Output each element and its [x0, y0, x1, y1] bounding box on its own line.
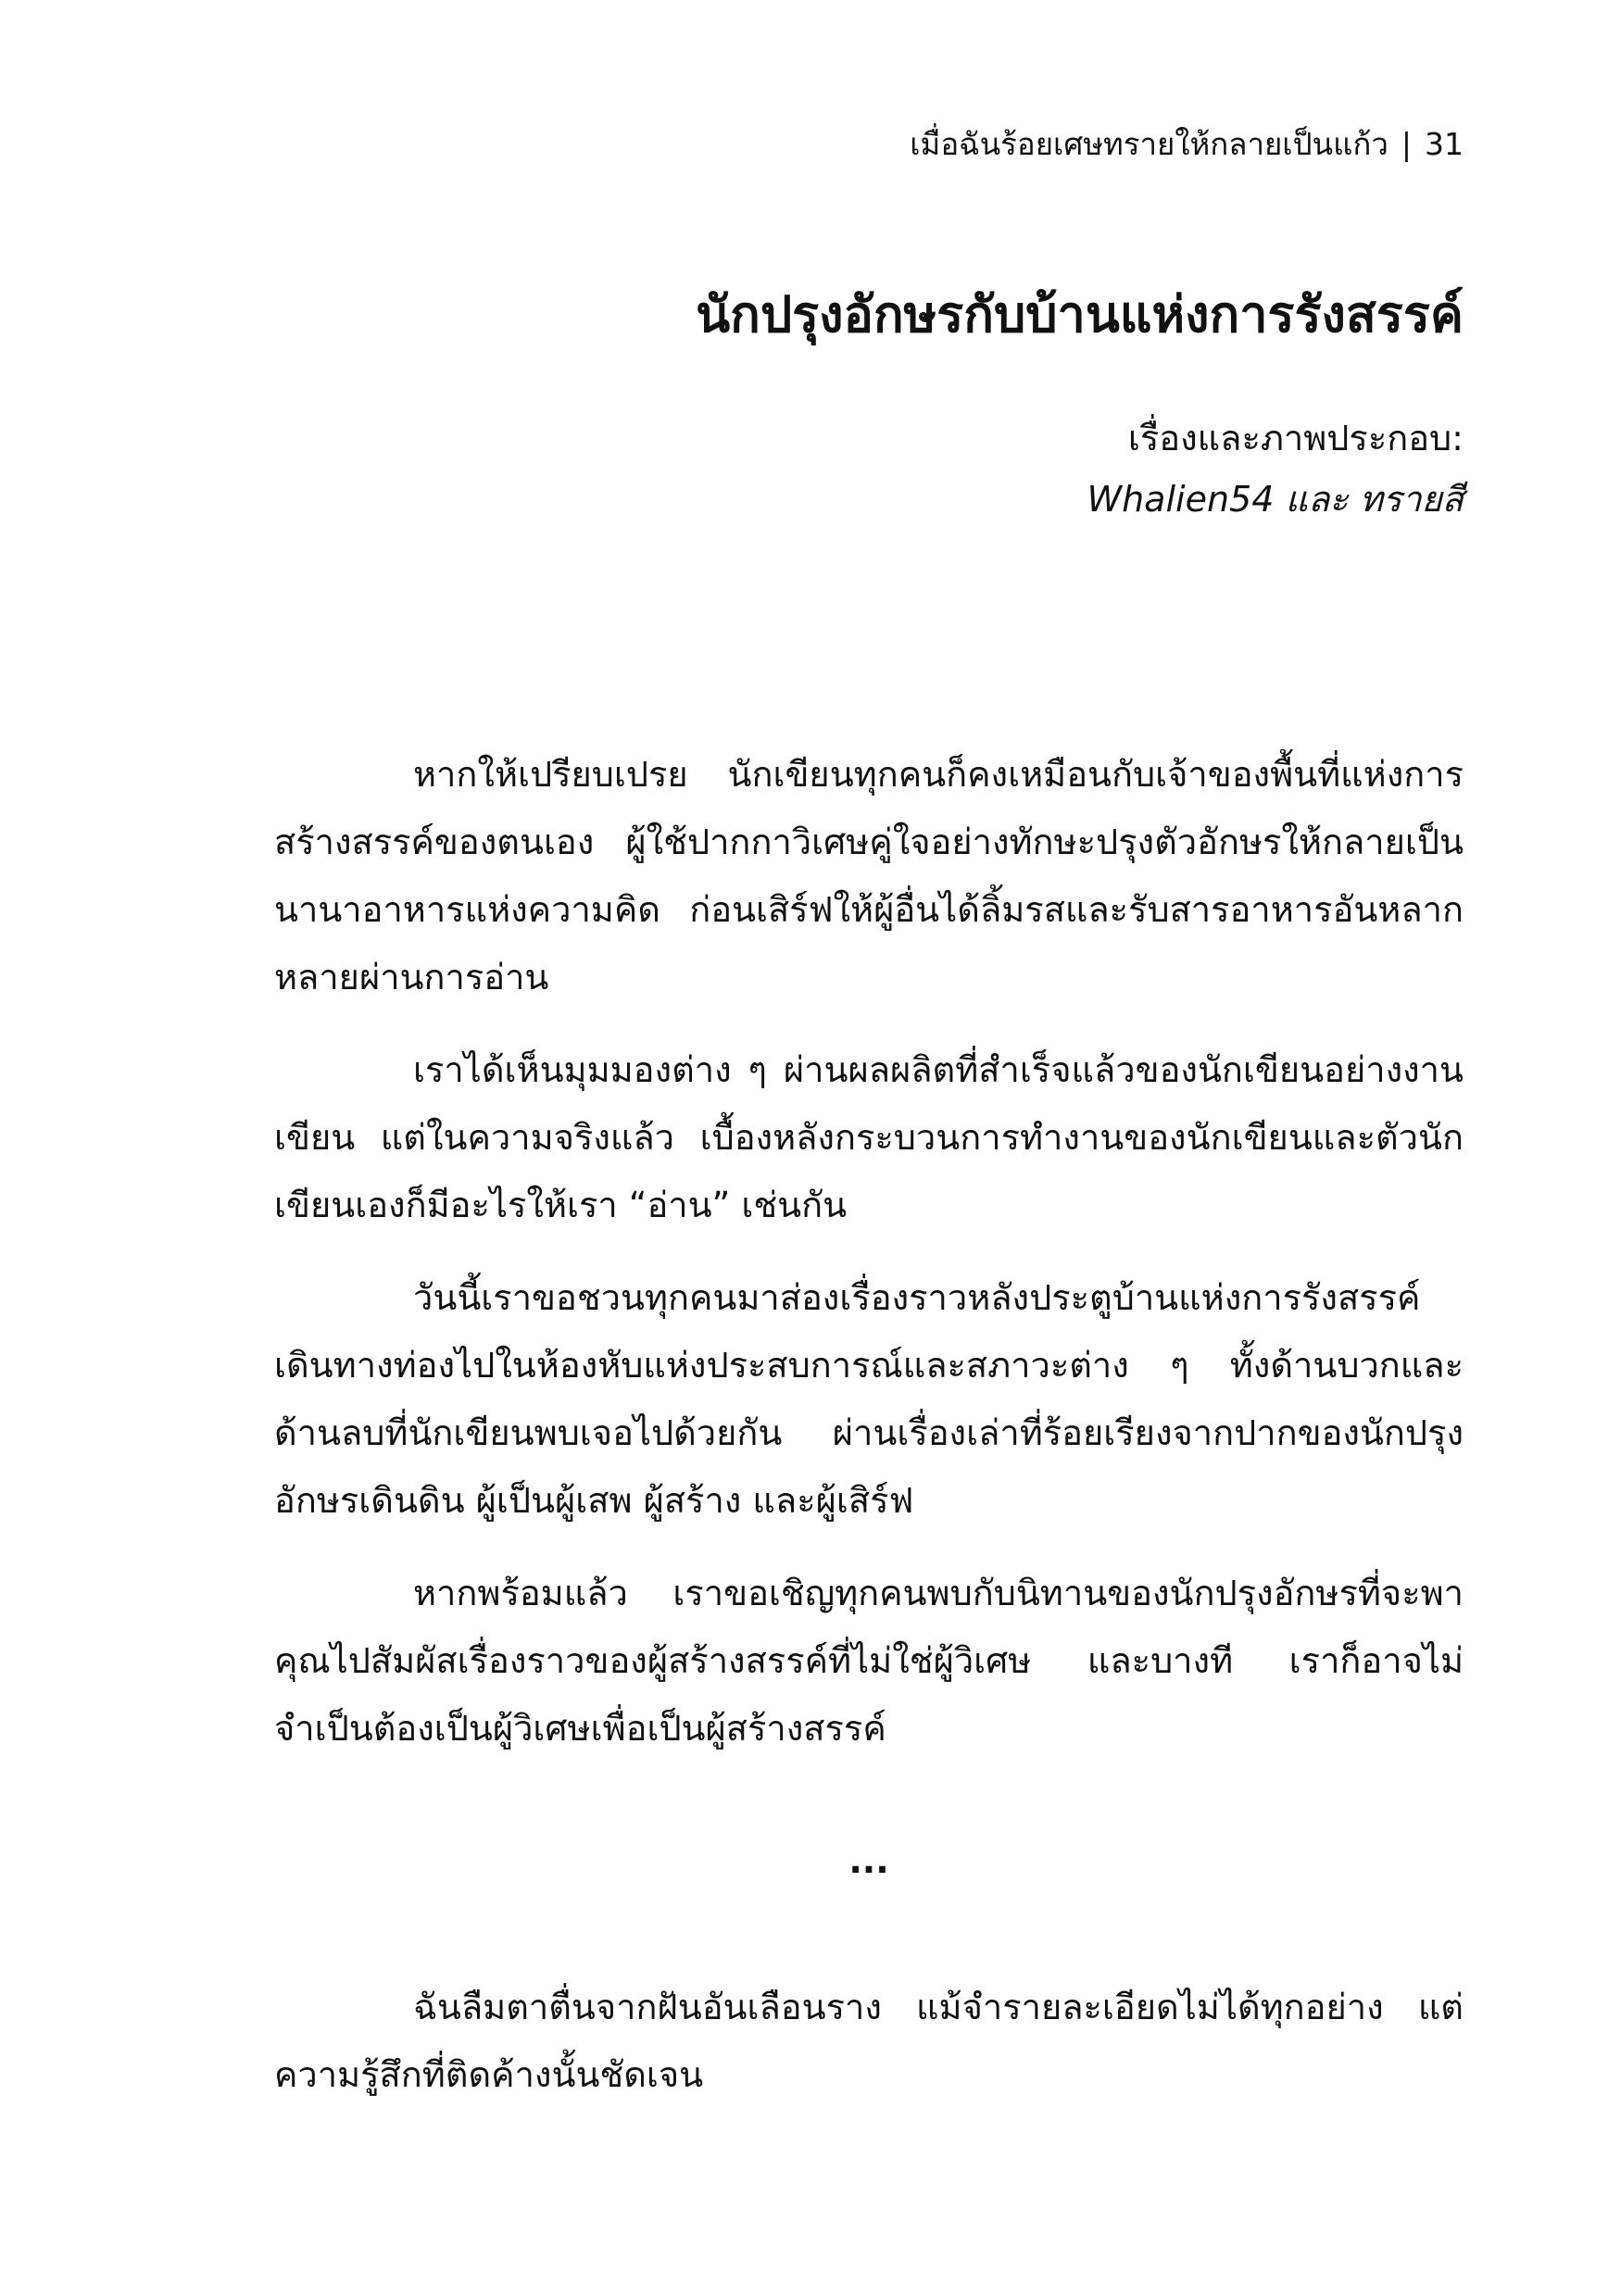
- paragraph: หากให้เปรียบเปรย นักเขียนทุกคนก็คงเหมือนกับเจ้าของพื้นที่แห่งการสร้างสรรค์ของตนเอง ผู้ใช้ปากกาวิเศษคู่ใจอย่างทักษะปรุงตัวอักษรให้กลายเป็นนานาอาหารแห่งความคิด ก่อนเสิร์ฟให้ผู้อื่นได้ลิ้มรสและรับสารอาหารอันหลากหลายผ่านการอ่าน: [274, 754, 1464, 997]
- scene-break: ...: [848, 1840, 889, 1881]
- running-title: เมื่อฉันร้อยเศษทรายให้กลายเป็นแก้ว: [910, 126, 1389, 162]
- paragraph: วันนี้เราขอชวนทุกคนมาส่องเรื่องราวหลังประตูบ้านแห่งการรังสรรค์ เดินทางท่องไปในห้องหับแห่งประสบการณ์และสภาวะต่าง ๆ ทั้งด้านบวกและด้านลบที่นักเขียนพบเจอไปด้วยกัน ผ่านเรื่องเล่าที่ร้อยเรียงจากปากของนักปรุงอักษรเดินดิน ผู้เป็นผู้เสพ ผู้สร้าง และผู้เสิร์ฟ: [274, 1277, 1464, 1521]
- byline-label: เรื่องและภาพประกอบ:: [1127, 418, 1464, 458]
- page-number: 31: [1425, 126, 1464, 162]
- byline-authors: Whalien54 และ ทรายสี: [1087, 479, 1464, 520]
- header-separator: |: [1401, 126, 1412, 162]
- paragraph: เราได้เห็นมุมมองต่าง ๆ ผ่านผลผลิตที่สำเร็จแล้วของนักเขียนอย่างงานเขียน แต่ในความจริงแล้ว เบื้องหลังกระบวนการทำงานของนักเขียนและตัวนักเขียนเองก็มีอะไรให้เรา “อ่าน” เช่นกัน: [274, 1049, 1464, 1225]
- closing-paragraph: ฉันลืมตาตื่นจากฝันอันเลือนราง แม้จำรายละเอียดไม่ได้ทุกอย่าง แต่ความรู้สึกที่ติดค้างนั้นชัดเจน: [274, 1987, 1464, 2095]
- body-text: [274, 741, 1464, 2134]
- byline: [1087, 408, 1464, 530]
- running-header: [910, 122, 1464, 167]
- paragraph: หากพร้อมแล้ว เราขอเชิญทุกคนพบกับนิทานของนักปรุงอักษรที่จะพาคุณไปสัมผัสเรื่องราวของผู้สร้างสรรค์ที่ไม่ใช่ผู้วิเศษ และบางที เราก็อาจไม่จำเป็นต้องเป็นผู้วิเศษเพื่อเป็นผู้สร้างสรรค์: [274, 1573, 1464, 1749]
- chapter-title: นักปรุงอักษรกับบ้านแห่งการรังสรรค์: [696, 285, 1464, 344]
